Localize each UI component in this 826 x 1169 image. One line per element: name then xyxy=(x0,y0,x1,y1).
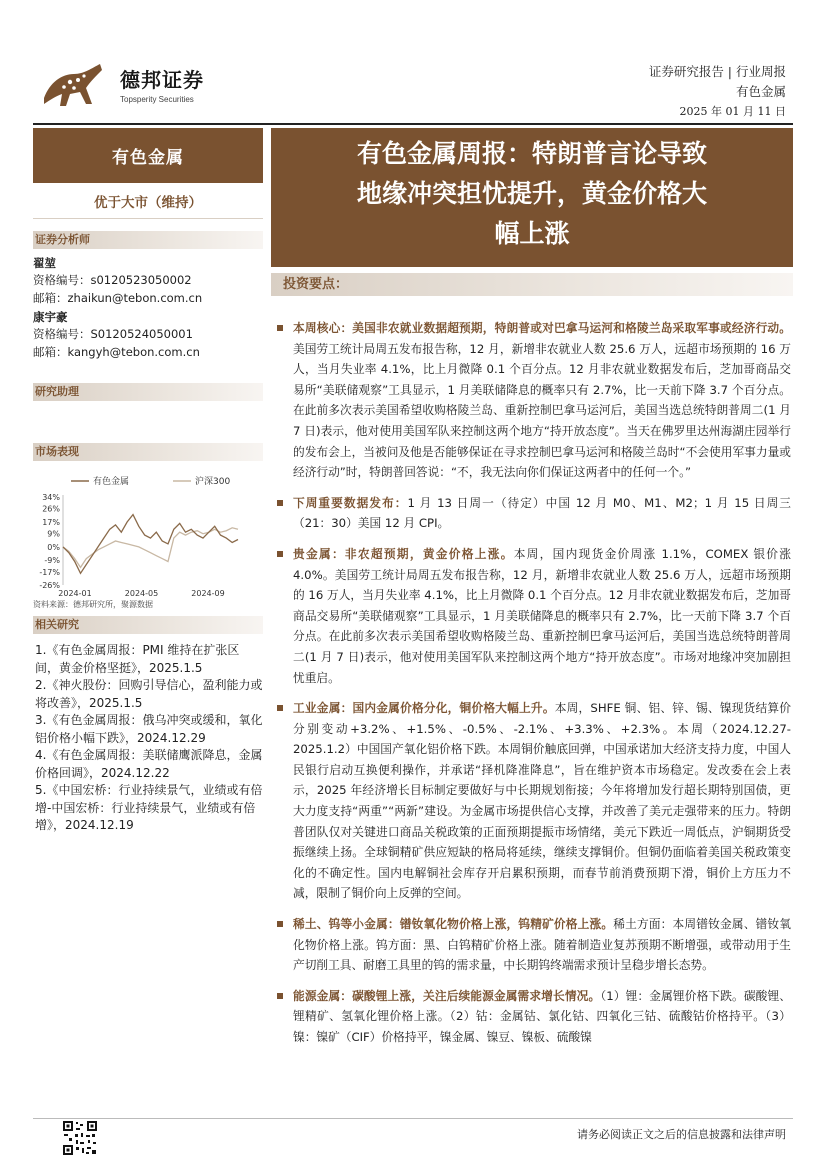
paragraph-text: 美国劳工统计局周五发布报告称，12 月，新增非农就业人数 25.6 万人，远超市场预期的 16 万人，当月失业率 4.1%，比上月微降 0.1 个百分点。12 月非农就业数据发布后，芝加哥商品交易所“美联储观察”工具显示，1 月美联储降息的概率只有 2.7%，比一天前下降 3.7 个百分点。在此前多次表示美国希望收购格陵兰岛、重新控制巴拿马运河后，美国当选总统特朗普周二(1 月 7 日)表示，他对使用美国军队来控制这两个地方“持开放态度”。当天在佛罗里达州海湖庄园举行的发布会上，当被问及他是否能够保证在寻求控制巴拿马运河和格陵兰岛时“不会使用军事力量或经济行动”时，特朗普回答说：“不，我无法向你们保证这两者中的任何一个。” xyxy=(293,341,791,480)
paragraph-industrial-metals xyxy=(277,698,791,904)
y-tick-label: 34% xyxy=(42,493,60,502)
market-chart-svg xyxy=(33,467,263,597)
brand-en: Topsperity Securities xyxy=(120,95,194,104)
related-item[interactable]: 5.《中国宏桥：行业持续景气，业绩或有倍增-中国宏桥：行业持续景气，业绩或有倍增》，2024.12.19 xyxy=(35,783,263,832)
related-item[interactable]: 1.《有色金属周报：PMI 维持在扩张区间，黄金价格坚挺》，2025.1.5 xyxy=(35,643,240,675)
paragraph-core xyxy=(277,318,791,483)
y-tick-label: -17% xyxy=(39,567,60,577)
related-item[interactable]: 2.《神火股份：回购引导信心，盈利能力或将改善》，2025.1.5 xyxy=(35,678,263,710)
y-tick-label: 17% xyxy=(42,517,60,527)
series-line-2 xyxy=(63,528,238,568)
series-line-1 xyxy=(63,515,238,574)
sector-box: 有色金属 xyxy=(33,128,263,183)
paragraph-precious-metals xyxy=(277,544,791,688)
analyst-email[interactable]: 邮箱：zhaikun@tebon.com.cn xyxy=(33,291,203,305)
y-tick-label: 9% xyxy=(47,529,60,539)
bullet-icon xyxy=(277,705,283,711)
analyst-2 xyxy=(33,309,263,361)
paragraph-heading: 贵金属：非农超预期，黄金价格上涨。 xyxy=(293,546,514,561)
legend-label-series2: 沪深300 xyxy=(195,477,231,487)
paragraph-text: 1 月 13 日周一（待定）中国 12 月 M0、M1、M2；1 月 15 日周三（21：30）美国 12 月 CPI。 xyxy=(293,495,791,531)
title-line: 地缘冲突担忧提升，黄金价格大 xyxy=(356,179,707,208)
x-tick-label: 2024-05 xyxy=(124,589,159,597)
report-sector: 有色金属 xyxy=(735,84,786,99)
bullet-icon xyxy=(277,551,283,557)
legend-label-series1: 有色金属 xyxy=(93,477,130,487)
bullet-icon xyxy=(277,325,283,331)
title-line: 有色金属周报：特朗普言论导致 xyxy=(356,139,707,168)
brand xyxy=(120,64,204,104)
related-section-title: 相关研究 xyxy=(33,616,263,634)
bullet-icon xyxy=(277,921,283,927)
header-divider xyxy=(33,123,793,125)
report-title xyxy=(271,128,793,267)
analyst-section-title: 证券分析师 xyxy=(33,231,263,249)
paragraph-energy-metals xyxy=(277,986,791,1048)
paragraph-heading: 工业金属：国内金属价格分化，铜价格大幅上升。 xyxy=(293,701,555,716)
chart-source: 资料来源：德邦研究所，聚源数据 xyxy=(33,600,153,609)
report-body xyxy=(277,318,791,1058)
invest-highlights-title: 投资要点： xyxy=(271,273,793,296)
paragraph-minor-metals xyxy=(277,914,791,976)
tebon-logo-icon xyxy=(40,54,104,110)
x-tick-label: 2024-01 xyxy=(58,589,92,597)
analyst-1 xyxy=(33,255,263,307)
qr-code-icon[interactable] xyxy=(62,1120,98,1156)
footer-disclaimer: 请务必阅读正文之后的信息披露和法律声明 xyxy=(577,1128,786,1141)
analyst-email[interactable]: 邮箱：kangyh@tebon.com.cn xyxy=(33,345,200,359)
paragraph-heading: 稀土、钨等小金属：镨钕氧化物价格上涨，钨精矿价格上涨。 xyxy=(293,917,614,932)
brand-cn: 德邦证券 xyxy=(120,68,204,92)
paragraph-text: 本周，SHFE 铜、铝、锌、锡、镍现货结算价分别变动+3.2%、+1.5%、-0.5%、-2.1%、+3.3%、+2.3%。本周（2024.12.27-2025.1.2）中国国产氧化铝价格下跌。本周铜价触底回弹，中国承诺加大经济支持力度，中国人民银行启动互换便利操作，并承诺“择机降准降息”，旨在维护资本市场稳定。发改委在会上表示，2025 年经济增长目标制定要做好与中长期规划衔接；今年将增加发行超长期特别国债，更大力度支持“两重”“两新”建设。为金属市场提供信心支撑，并改善了美元走强带来的压力。特朗普团队仅对关键进口商品关税政策的正面预期提振市场情绪，美元下跌近一周低点，沪铜期货受振继续上扬。全球铜精矿供应短缺的格局将延续，继续支撑铜价。但铜仍面临着美国关税政策变化的不确定性。国内电解铜社会库存开启累积预期，而春节前消费预期下滑，铜价上方压力不减，限制了铜价向上反弹的空间。 xyxy=(293,701,791,901)
report-type: 证券研究报告 | 行业周报 xyxy=(648,64,786,79)
left-sidebar xyxy=(33,128,263,835)
y-tick-label: 26% xyxy=(42,504,60,514)
y-tick-label: -9% xyxy=(44,556,60,566)
y-tick-label: -26% xyxy=(39,581,60,590)
rating: 优于大市（维持） xyxy=(33,183,263,219)
paragraph-text: （1）锂：金属锂价格下跌。碳酸锂、锂精矿、氢氧化锂价格上涨。（2）钴：金属钴、氯化钴、四氧化三钴、硫酸钴价格持平。（3）镍：镍矿（CIF）价格持平，镍金属、镍豆、镍板、硫酸镍 xyxy=(293,988,791,1044)
report-date: 2025 年 01 月 11 日 xyxy=(679,105,786,118)
analyst-cert: 资格编号：s0120523050002 xyxy=(33,273,192,287)
paragraph-text: 本周，国内现货金价周涨 1.1%，COMEX 银价涨 4.0%。美国劳工统计局周五发布报告称，12 月，新增非农就业人数 25.6 万人，远超市场预期的 16 万人，当月失业率 4.1%，比上月微降 0.1 个百分点。12 月非农就业数据发布后，芝加哥商品交易所“美联储观察”工具显示，1 月美联储降息的概率只有 2.7%，比一天前下降 3.7 个百分点。在此前多次表示美国希望收购格陵兰岛、重新控制巴拿马运河后，美国当选总统特朗普周二(1 月 7 日)表示，他对使用美国军队来控制这两个地方“持开放态度”。市场对地缘冲突加剧担忧重启。 xyxy=(293,546,791,685)
x-tick-label: 2024-09 xyxy=(191,589,225,597)
report-meta xyxy=(649,62,786,122)
paragraph-data-release xyxy=(277,493,791,534)
paragraph-heading: 本周核心：美国非农就业数据超预期，特朗普或对巴拿马运河和格陵兰岛采取军事或经济行动。 xyxy=(293,321,791,335)
paragraph-text: 稀土方面：本周镨钕金属、镨钕氧化物价格上涨。钨方面：黑、白钨精矿价格上涨。随着制造业复苏预期不断增强，或带动用于生产切削工具、耐磨工具里的钨的需求量，中长期钨终端需求预计呈稳步增长态势。 xyxy=(293,917,791,973)
related-item[interactable]: 3.《有色金属周报：俄乌冲突或缓和，氧化铝价格小幅下跌》，2024.12.29 xyxy=(35,713,263,745)
analyst-name: 翟堃 xyxy=(33,256,56,270)
related-item[interactable]: 4.《有色金属周报：美联储鹰派降息，金属价格回调》，2024.12.22 xyxy=(35,748,263,780)
analyst-cert: 资格编号：S0120524050001 xyxy=(33,327,193,341)
footer-divider xyxy=(33,1118,793,1119)
paragraph-heading: 能源金属：碳酸锂上涨，关注后续能源金属需求增长情况。 xyxy=(293,988,601,1003)
title-line: 幅上涨 xyxy=(494,219,570,248)
bullet-icon xyxy=(277,500,283,506)
assistant-section-title: 研究助理 xyxy=(33,383,263,401)
bullet-icon xyxy=(277,993,283,999)
paragraph-heading: 下周重要数据发布： xyxy=(293,495,408,510)
related-list xyxy=(33,642,263,835)
analyst-name: 康宇豪 xyxy=(33,310,68,324)
market-chart xyxy=(33,467,263,597)
market-section-title: 市场表现 xyxy=(33,443,263,461)
y-tick-label: 0% xyxy=(47,542,60,552)
